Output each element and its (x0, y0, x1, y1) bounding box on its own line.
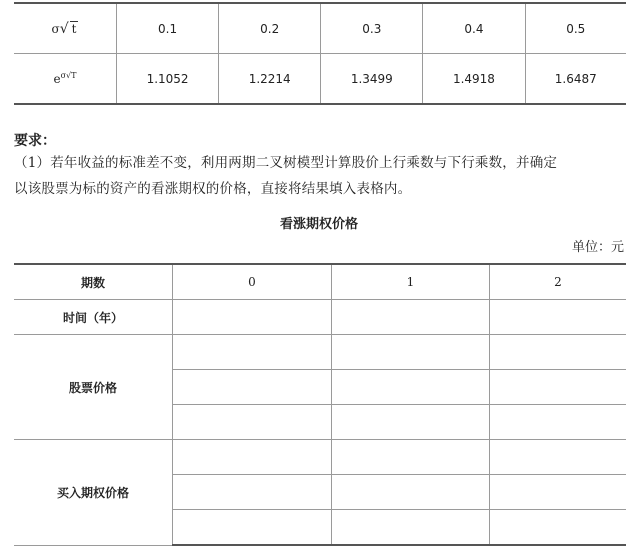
unit-label: 单位：元 (571, 240, 624, 255)
table-row (14, 3, 626, 54)
empty-cell (332, 405, 490, 440)
volatility-table (14, 2, 626, 105)
empty-cell (490, 335, 627, 370)
table-row (14, 54, 626, 105)
period-0: 0 (173, 264, 332, 300)
empty-cell (173, 440, 332, 475)
requirement-item-1 (14, 150, 626, 202)
empty-cell (332, 300, 490, 335)
empty-cell (173, 300, 332, 335)
e-symbol: e (53, 72, 61, 86)
empty-cell (173, 405, 332, 440)
t-symbol: t (71, 21, 77, 36)
sigma-value: 0.4 (423, 3, 525, 54)
empty-cell (332, 335, 490, 370)
period-1: 1 (332, 264, 490, 300)
empty-cell (490, 475, 627, 510)
table-caption: 看涨期权价格 (279, 217, 358, 232)
empty-cell (490, 370, 627, 405)
empty-cell (332, 370, 490, 405)
empty-cell (173, 370, 332, 405)
call-price-row-label: 买入期权价格 (14, 440, 173, 546)
empty-cell (332, 510, 490, 546)
empty-cell (332, 440, 490, 475)
exp-value: 1.1052 (117, 54, 219, 105)
empty-cell (332, 475, 490, 510)
requirement-line: （1）若年收益的标准差不变，利用两期二叉树模型计算股价上行乘数与下行乘数，并确定 (14, 155, 558, 171)
table-row (14, 300, 626, 335)
sigma-sqrt-t-label (14, 3, 117, 54)
exponent: σ√T (60, 71, 77, 80)
exp-value: 1.3499 (321, 54, 423, 105)
period-2: 2 (490, 264, 627, 300)
time-row-label: 时间（年） (14, 300, 173, 335)
sigma-value: 0.2 (219, 3, 321, 54)
empty-cell (490, 510, 627, 546)
sigma-value: 0.1 (117, 3, 219, 54)
stock-price-row-label: 股票价格 (14, 335, 173, 440)
empty-cell (490, 300, 627, 335)
exp-label (14, 54, 117, 105)
empty-cell (173, 335, 332, 370)
radical-sign: √ (59, 20, 69, 37)
empty-cell (173, 475, 332, 510)
sigma-value: 0.5 (525, 3, 626, 54)
period-header: 期数 (14, 264, 173, 300)
requirement-line: 以该股票为标的资产的看涨期权的价格，直接将结果填入表格内。 (14, 181, 412, 197)
sigma-value: 0.3 (321, 3, 423, 54)
call-option-table (14, 263, 626, 546)
table-row (14, 440, 626, 475)
empty-cell (490, 440, 627, 475)
empty-cell (490, 405, 627, 440)
sigma-symbol: σ (51, 21, 60, 36)
exp-value: 1.6487 (525, 54, 626, 105)
requirements-heading: 要求： (14, 133, 56, 149)
table-row (14, 335, 626, 370)
exp-value: 1.4918 (423, 54, 525, 105)
exp-value: 1.2214 (219, 54, 321, 105)
empty-cell (173, 510, 332, 546)
table-row (14, 264, 626, 300)
